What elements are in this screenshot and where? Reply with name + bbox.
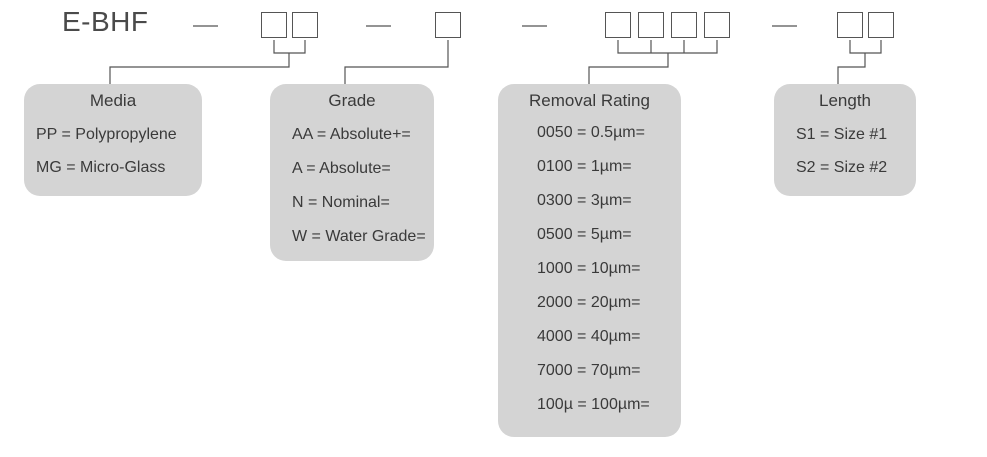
removal-rating-code-box bbox=[671, 12, 697, 38]
length-connector bbox=[838, 40, 881, 84]
grade-option: AA = Absolute+= bbox=[292, 126, 411, 143]
media-option: PP = Polypropylene bbox=[36, 126, 177, 143]
media-code-box bbox=[292, 12, 318, 38]
removal-rating-code-box bbox=[704, 12, 730, 38]
grade-title: Grade bbox=[328, 91, 376, 110]
media-option: MG = Micro-Glass bbox=[36, 159, 166, 176]
length-title: Length bbox=[819, 91, 871, 110]
grade-connector bbox=[345, 40, 448, 84]
length-option: S2 = Size #2 bbox=[796, 159, 888, 176]
removal-rating-code-box bbox=[605, 12, 631, 38]
removal-rating-option: 4000 = 40µm= bbox=[537, 328, 641, 345]
removal-rating-option: 100µ = 100µm= bbox=[537, 396, 650, 413]
grade-option: W = Water Grade= bbox=[292, 228, 426, 245]
grade-code-box bbox=[435, 12, 461, 38]
media-connector bbox=[110, 40, 305, 84]
removal-rating-option: 1000 = 10µm= bbox=[537, 260, 641, 277]
grade-card bbox=[270, 84, 434, 261]
media-title: Media bbox=[89, 91, 137, 110]
removal-rating-title: Removal Rating bbox=[529, 91, 650, 110]
removal-rating-card bbox=[498, 84, 681, 437]
media-card bbox=[24, 84, 202, 196]
removal-rating-option: 0050 = 0.5µm= bbox=[537, 124, 645, 141]
part-number-prefix: E-BHF bbox=[62, 6, 149, 37]
removal-rating-code-box bbox=[638, 12, 664, 38]
removal-rating-option: 0300 = 3µm= bbox=[537, 192, 632, 209]
removal-rating-option: 0100 = 1µm= bbox=[537, 158, 632, 175]
length-option: S1 = Size #1 bbox=[796, 126, 888, 143]
length-code-box bbox=[868, 12, 894, 38]
removal-rating-connector bbox=[589, 40, 717, 84]
removal-rating-option: 0500 = 5µm= bbox=[537, 226, 632, 243]
length-card bbox=[774, 84, 916, 196]
grade-option: N = Nominal= bbox=[292, 194, 390, 211]
removal-rating-option: 2000 = 20µm= bbox=[537, 294, 641, 311]
media-code-box bbox=[261, 12, 287, 38]
removal-rating-option: 7000 = 70µm= bbox=[537, 362, 641, 379]
grade-option: A = Absolute= bbox=[292, 160, 391, 177]
length-code-box bbox=[837, 12, 863, 38]
